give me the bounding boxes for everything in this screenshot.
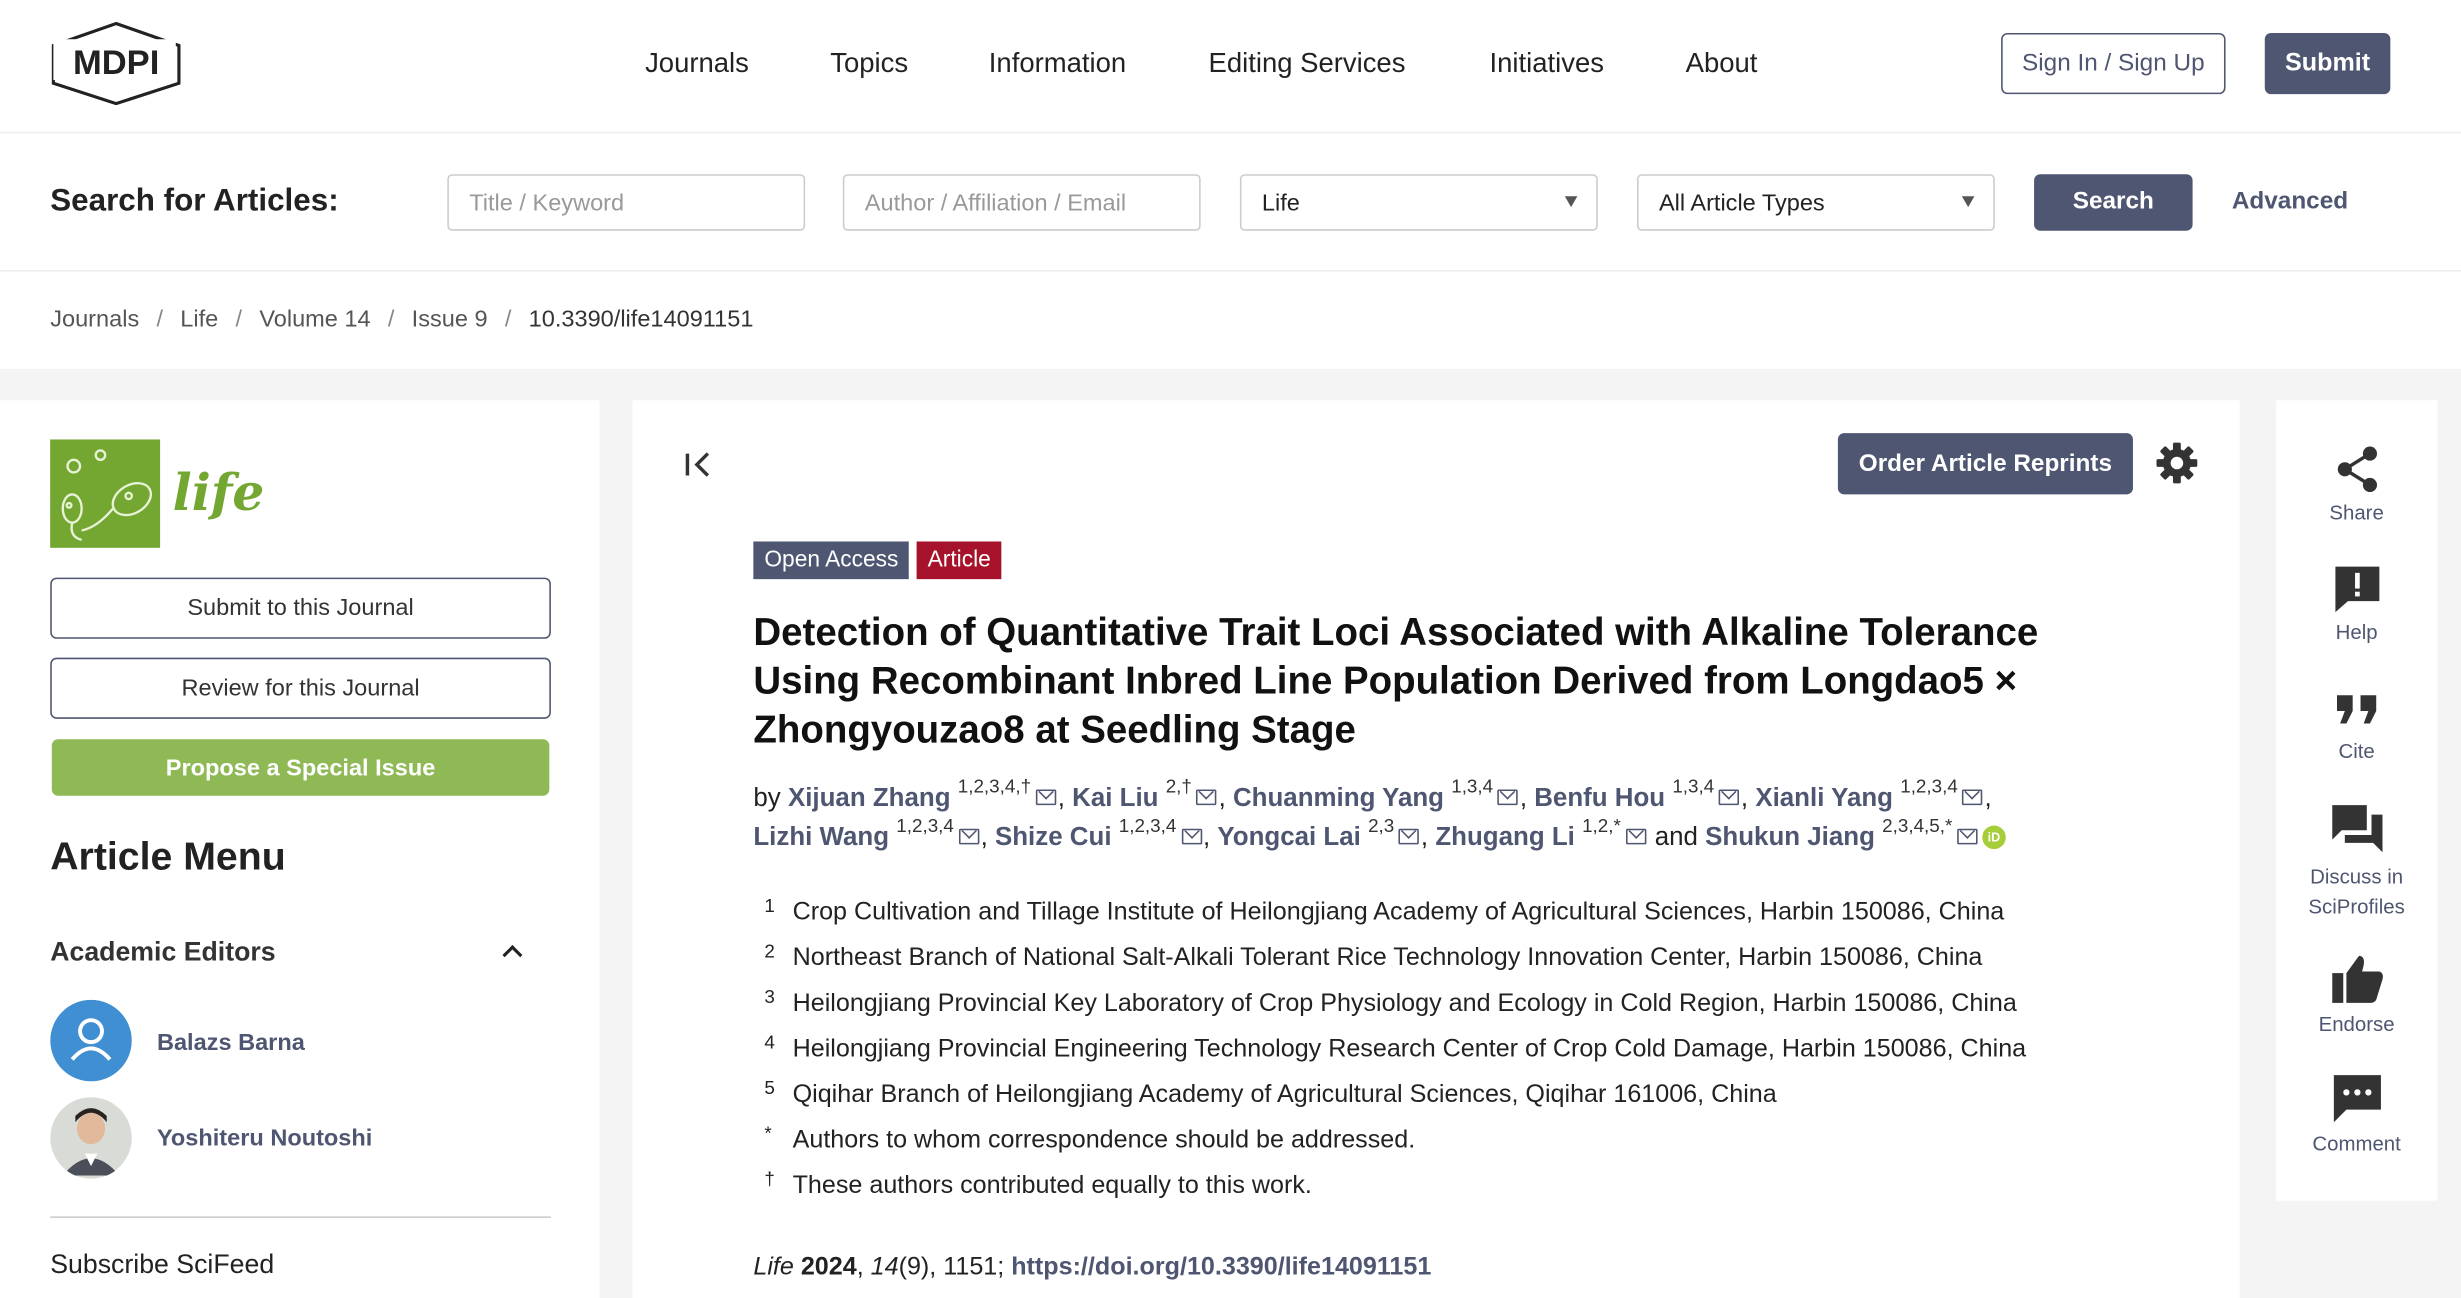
article-actions-panel [2276, 400, 2438, 1200]
article-title: Detection of Quantitative Trait Loci Associated with Alkaline Tolerance Using Recombinant Inbred Line Population Derived from Longdao5 × Zhongyouzao8 at Seedling Stage [753, 612, 2039, 752]
submit-button[interactable]: Submit [2265, 33, 2391, 94]
breadcrumb-journals[interactable]: Journals [50, 306, 140, 333]
submit-to-journal-button[interactable]: Submit to this Journal [50, 578, 551, 639]
email-icon[interactable] [959, 828, 979, 844]
collapse-sidebar-icon[interactable] [683, 447, 718, 482]
chevron-up-icon[interactable] [502, 945, 522, 965]
editor-name[interactable]: Yoshiteru Noutoshi [156, 1125, 373, 1153]
orcid-icon[interactable]: iD [1982, 825, 2006, 849]
discuss-icon [2328, 802, 2385, 855]
doi-link[interactable]: https://doi.org/10.3390/life14091151 [1011, 1254, 1432, 1281]
nav-topics[interactable]: Topics [830, 47, 909, 79]
email-icon[interactable] [1197, 789, 1217, 805]
endorse-label: Endorse [2318, 1012, 2395, 1036]
author-link[interactable]: Kai Liu [1072, 783, 1159, 813]
left-sidebar [0, 400, 600, 1298]
author-line-1: by Xijuan Zhang $^{1,2,3,4,\dagger}$ , Kai Liu $^{2,\dagger}$ , Chuanming Yang $^{1,3,4}$ , Benfu Hou $^{1,3,4}$ , Xianli Yang $^{1,2,3,4}$ , [753, 775, 1992, 813]
top-header [0, 0, 2461, 133]
citation-journal: Life [753, 1254, 794, 1281]
share-button[interactable] [2276, 444, 2438, 524]
breadcrumb: Journals / Life / Volume 14 / Issue 9 / 10.3390/life14091151 [50, 306, 754, 333]
email-icon[interactable] [1957, 828, 1977, 844]
nav-editing-services[interactable]: Editing Services [1208, 47, 1406, 79]
citation-line: Life 2024, 14(9), 1151; https://doi.org/10.3390/life14091151 [753, 1254, 1432, 1281]
comment-button[interactable] [2276, 1072, 2438, 1155]
citation-year: 2024 [800, 1254, 857, 1281]
email-icon[interactable] [1036, 789, 1056, 805]
endorse-button[interactable] [2276, 953, 2438, 1036]
open-access-badge[interactable]: Open Access [753, 541, 909, 579]
email-icon[interactable] [1626, 828, 1646, 844]
author-link[interactable]: Shize Cui [994, 823, 1112, 852]
email-icon[interactable] [1399, 828, 1419, 844]
author-link[interactable]: Xianli Yang [1755, 783, 1894, 813]
propose-special-issue-button[interactable]: Propose a Special Issue [52, 739, 550, 796]
share-icon [2331, 444, 2381, 494]
article-menu-title: Article Menu [50, 834, 286, 879]
journal-select[interactable] [1240, 174, 1598, 231]
comment-icon [2330, 1072, 2383, 1125]
editor-name[interactable]: Balazs Barna [156, 1029, 305, 1057]
caret-down-icon [1565, 196, 1578, 207]
gear-icon[interactable] [2155, 441, 2199, 485]
breadcrumb-volume[interactable]: Volume 14 [259, 306, 371, 333]
affiliation: 1 Crop Cultivation and Tillage Institute of Heilongjiang Academy of Agricultural Sciences, Harbin 150086, China [764, 894, 2005, 927]
quote-icon [2331, 683, 2381, 733]
caret-down-icon [1962, 196, 1975, 207]
search-label: Search for Articles: [50, 183, 339, 219]
review-for-journal-button[interactable]: Review for this Journal [50, 658, 551, 719]
share-label: Share [2329, 500, 2384, 525]
affiliation: 3 Heilongjiang Provincial Key Laboratory of Crop Physiology and Ecology in Cold Region, Harbin 150086, China [764, 985, 2017, 1018]
search-button[interactable]: Search [2034, 174, 2193, 231]
cite-label: Cite [2338, 739, 2375, 763]
journal-name[interactable]: life [172, 463, 265, 523]
nav-information[interactable]: Information [988, 47, 1127, 79]
life-journal-logo-icon[interactable] [50, 439, 160, 547]
author-link[interactable]: Yongcai Lai [1217, 823, 1361, 852]
affiliation: 5 Qiqihar Branch of Heilongjiang Academy of Agricultural Sciences, Qiqihar 161006, China [764, 1076, 1777, 1109]
keyword-input[interactable]: Title / Keyword [447, 174, 805, 231]
affiliation: 4 Heilongjiang Provincial Engineering Technology Research Center of Crop Cold Damage, Harbin 150086, China [764, 1031, 2027, 1063]
order-reprints-button[interactable]: Order Article Reprints [1838, 433, 2133, 494]
breadcrumb-doi: 10.3390/life14091151 [528, 306, 754, 333]
academic-editors-heading[interactable]: Academic Editors [50, 936, 276, 967]
comment-label: Comment [2312, 1131, 2401, 1156]
breadcrumb-issue[interactable]: Issue 9 [411, 306, 488, 333]
search-bar [0, 133, 2461, 271]
affiliation: 2 Northeast Branch of National Salt-Alkali Tolerant Rice Technology Innovation Center, Harbin 150086, China [764, 940, 1983, 972]
author-line-2: Lizhi Wang $^{1,2,3,4}$ , Shize Cui $^{1,2,3,4}$ , Yongcai Lai $^{2,3}$ , Zhugang Li $^{1,2,*}$ and Shukun Jiang $^{2,3,4,5,*}$iD [753, 818, 2166, 853]
mdpi-logo[interactable] [50, 20, 182, 105]
cite-button[interactable] [2276, 683, 2438, 763]
nav-about[interactable]: About [1685, 47, 1758, 79]
email-icon[interactable] [1719, 789, 1739, 805]
author-link[interactable]: Zhugang Li [1435, 823, 1575, 852]
article-type-badge: Article [917, 541, 1002, 579]
journal-select-value: Life [1261, 189, 1300, 216]
subscribe-scifeed[interactable]: Subscribe SciFeed [50, 1249, 275, 1280]
divider [50, 1216, 551, 1218]
equal-contribution-note: † These authors contributed equally to this work. [764, 1167, 1312, 1200]
discuss-button[interactable] [2276, 802, 2438, 921]
email-icon[interactable] [1181, 828, 1201, 844]
advanced-search-link[interactable]: Advanced [2231, 188, 2349, 216]
help-icon [2331, 563, 2381, 613]
help-button[interactable] [2276, 563, 2438, 643]
nav-journals[interactable]: Journals [645, 47, 749, 79]
article-type-value: All Article Types [1658, 189, 1825, 216]
email-icon[interactable] [1498, 789, 1518, 805]
author-link[interactable]: Xijuan Zhang [787, 783, 951, 813]
article-type-select[interactable] [1637, 174, 1995, 231]
citation-volume: 14 [870, 1254, 899, 1281]
author-link[interactable]: Shukun Jiang [1705, 823, 1875, 852]
editor-photo-avatar [50, 1097, 132, 1179]
nav-initiatives[interactable]: Initiatives [1489, 47, 1604, 79]
help-label: Help [2335, 619, 2378, 644]
default-avatar-icon [50, 1000, 132, 1082]
correspondence-note: * Authors to whom correspondence should be addressed. [764, 1122, 1416, 1154]
sign-in-button[interactable]: Sign In / Sign Up [2001, 33, 2225, 94]
author-link[interactable]: Lizhi Wang [753, 823, 890, 852]
breadcrumb-life[interactable]: Life [180, 306, 219, 333]
discuss-label: Discuss in SciProfiles [2308, 864, 2405, 919]
email-icon[interactable] [1963, 789, 1983, 805]
logo-text: MDPI [72, 43, 160, 82]
author-link[interactable]: Benfu Hou [1534, 783, 1666, 813]
author-link[interactable]: Chuanming Yang [1232, 783, 1445, 813]
author-input[interactable]: Author / Affiliation / Email [843, 174, 1201, 231]
article-panel [633, 400, 2240, 1298]
thumbs-up-icon [2328, 953, 2385, 1006]
